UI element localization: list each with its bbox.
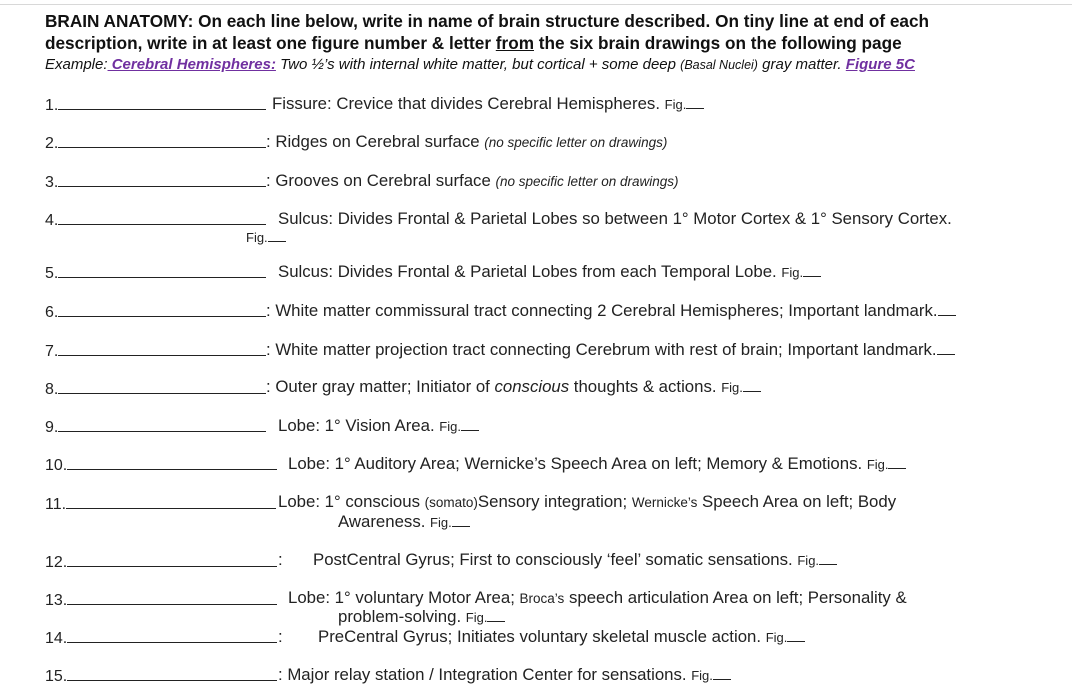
description-emphasis: conscious xyxy=(494,377,570,396)
description-text: speech articulation Area on left; Personality & xyxy=(564,588,907,607)
figure-answer-line[interactable] xyxy=(461,418,479,431)
figure-answer-line[interactable] xyxy=(819,552,837,565)
item-number: 3. xyxy=(45,174,59,191)
item-number: 15. xyxy=(45,668,68,685)
description-text: thoughts & actions. xyxy=(569,377,722,396)
item-7-description xyxy=(266,340,955,360)
figure-answer-line[interactable] xyxy=(487,609,505,622)
figure-answer-line[interactable] xyxy=(452,514,470,527)
description-small-text: Wernicke’s xyxy=(631,495,698,510)
item-number: 6. xyxy=(45,304,59,321)
description-text: : Outer gray matter; Initiator of xyxy=(266,377,495,396)
item-10-number xyxy=(45,455,277,475)
item-5-number xyxy=(45,263,266,283)
item-10-description xyxy=(288,454,906,474)
description-text: : xyxy=(278,627,283,646)
item-2-number xyxy=(45,133,266,153)
fig-label: Fig. xyxy=(246,230,268,245)
description-text: Lobe: 1° voluntary Motor Area; xyxy=(288,588,520,607)
item-number: 4. xyxy=(45,212,59,229)
answer-line[interactable] xyxy=(58,210,266,225)
example-line xyxy=(45,56,915,73)
item-12-number xyxy=(45,552,277,572)
item-13-description-cont xyxy=(338,607,505,627)
item-14-description xyxy=(318,627,805,647)
fig-label: Fig. xyxy=(781,265,804,280)
answer-line[interactable] xyxy=(67,628,277,643)
item-number: 9. xyxy=(45,419,59,436)
item-number: 5. xyxy=(45,265,59,282)
item-1-description xyxy=(272,94,704,114)
description-small-text: Broca’s xyxy=(519,591,565,606)
item-3-number xyxy=(45,172,266,192)
item-13-number xyxy=(45,590,277,610)
item-number: 11. xyxy=(45,496,67,513)
figure-answer-line[interactable] xyxy=(888,456,906,469)
item-15-description xyxy=(278,665,731,685)
item-9-description xyxy=(278,416,479,436)
item-8-number xyxy=(45,379,266,399)
answer-line[interactable] xyxy=(58,172,266,187)
fig-label: Fig. xyxy=(664,97,687,112)
answer-line[interactable] xyxy=(67,552,277,567)
answer-line[interactable] xyxy=(67,455,277,470)
example-small-text: (Basal Nuclei) xyxy=(680,58,758,72)
answer-line[interactable] xyxy=(58,263,266,278)
item-4-description xyxy=(278,209,952,229)
instructions-text: the six brain drawings on the following page xyxy=(533,33,902,53)
item-15-number xyxy=(45,666,277,686)
description-text: Awareness. xyxy=(338,512,431,531)
item-9-number xyxy=(45,417,266,437)
description-text: : Grooves on Cerebral surface xyxy=(266,171,496,190)
answer-line[interactable] xyxy=(58,133,266,148)
page-top-rule xyxy=(0,4,1072,5)
description-note: (no specific letter on drawings) xyxy=(495,174,679,189)
answer-line[interactable] xyxy=(66,494,276,509)
figure-answer-line[interactable] xyxy=(937,342,955,355)
description-small-text: (somato) xyxy=(424,495,478,510)
item-6-number xyxy=(45,302,266,322)
fig-label: Fig. xyxy=(465,610,488,625)
description-text: Speech Area on left; Body xyxy=(697,492,897,511)
item-1-number xyxy=(45,95,266,115)
fig-label: Fig. xyxy=(721,380,743,395)
item-5-description xyxy=(278,262,821,282)
description-text: Lobe: 1° Auditory Area; Wernicke’s Speech Area on left; Memory & Emotions. xyxy=(288,454,867,473)
figure-answer-line[interactable] xyxy=(743,379,761,392)
instructions-text: BRAIN ANATOMY: On each line below, write in name of brain structure described. On tiny line at end of each xyxy=(45,11,930,31)
figure-answer-line[interactable] xyxy=(686,96,704,109)
item-8-description xyxy=(266,377,761,397)
item-number: 7. xyxy=(45,343,59,360)
description-text: : Ridges on Cerebral surface xyxy=(266,132,485,151)
item-11-number xyxy=(45,494,276,514)
item-13-description xyxy=(288,588,907,608)
item-number: 13. xyxy=(45,592,68,609)
item-3-description xyxy=(266,171,679,191)
answer-line[interactable] xyxy=(58,341,266,356)
description-text: Lobe: 1° conscious xyxy=(278,492,425,511)
description-text: PostCentral Gyrus; First to consciously ‘feel’ somatic sensations. xyxy=(313,550,798,569)
item-4-figure-ref xyxy=(246,227,286,247)
instructions-line-1 xyxy=(45,11,929,32)
item-number: 2. xyxy=(45,135,59,152)
figure-answer-line[interactable] xyxy=(938,303,956,316)
item-14-number xyxy=(45,628,277,648)
instructions-line-2 xyxy=(45,33,902,54)
description-text: : Major relay station / Integration Center for sensations. xyxy=(278,665,692,684)
fig-label: Fig. xyxy=(430,515,452,530)
answer-line[interactable] xyxy=(58,417,266,432)
item-4-number xyxy=(45,210,266,230)
instructions-emphasis: from xyxy=(495,33,534,53)
answer-line[interactable] xyxy=(58,302,266,317)
description-text: Sulcus: Divides Frontal & Parietal Lobes from each Temporal Lobe. xyxy=(278,262,782,281)
figure-answer-line[interactable] xyxy=(713,667,731,680)
item-14-colon xyxy=(278,627,283,647)
item-11-description-cont xyxy=(338,512,470,532)
description-text: Fissure: Crevice that divides Cerebral Hemispheres. xyxy=(272,94,665,113)
description-text: : xyxy=(278,550,283,569)
figure-answer-line[interactable] xyxy=(803,264,821,277)
example-text: gray matter. xyxy=(757,56,846,73)
item-number: 14. xyxy=(45,630,68,647)
item-6-description xyxy=(266,301,956,321)
item-11-description xyxy=(278,492,896,512)
item-7-number xyxy=(45,341,266,361)
example-term: Cerebral Hemispheres: xyxy=(107,56,276,73)
description-text: Lobe: 1° Vision Area. xyxy=(278,416,440,435)
description-note: (no specific letter on drawings) xyxy=(484,135,668,150)
fig-label: Fig. xyxy=(439,419,461,434)
item-number: 1. xyxy=(45,97,59,114)
item-number: 8. xyxy=(45,381,59,398)
description-text: problem-solving. xyxy=(338,607,466,626)
figure-answer-line[interactable] xyxy=(268,229,286,242)
answer-line[interactable] xyxy=(58,95,266,110)
instructions-text: description, write in at least one figure number & letter xyxy=(45,33,496,53)
answer-line[interactable] xyxy=(67,590,277,605)
fig-label: Fig. xyxy=(765,630,788,645)
description-text: : White matter commissural tract connecting 2 Cerebral Hemispheres; Important landmark. xyxy=(266,301,938,320)
item-number: 12. xyxy=(45,554,68,571)
description-text: PreCentral Gyrus; Initiates voluntary skeletal muscle action. xyxy=(318,627,766,646)
example-figure-ref: Figure 5C xyxy=(845,56,915,73)
example-label: Example: xyxy=(45,56,108,73)
item-12-colon xyxy=(278,550,283,570)
description-text: : White matter projection tract connecting Cerebrum with rest of brain; Important landmark. xyxy=(266,340,937,359)
description-text: Sulcus: Divides Frontal & Parietal Lobes so between 1° Motor Cortex & 1° Sensory Cortex. xyxy=(278,209,952,228)
fig-label: Fig. xyxy=(691,668,713,683)
item-12-description xyxy=(313,550,837,570)
example-text: Two ½’s with internal white matter, but cortical + some deep xyxy=(275,56,681,73)
description-text: Sensory integration; xyxy=(477,492,632,511)
fig-label: Fig. xyxy=(797,553,820,568)
item-number: 10. xyxy=(45,457,68,474)
answer-line[interactable] xyxy=(58,379,266,394)
answer-line[interactable] xyxy=(67,666,277,681)
figure-answer-line[interactable] xyxy=(787,629,805,642)
item-2-description xyxy=(266,132,667,152)
fig-label: Fig. xyxy=(866,457,889,472)
